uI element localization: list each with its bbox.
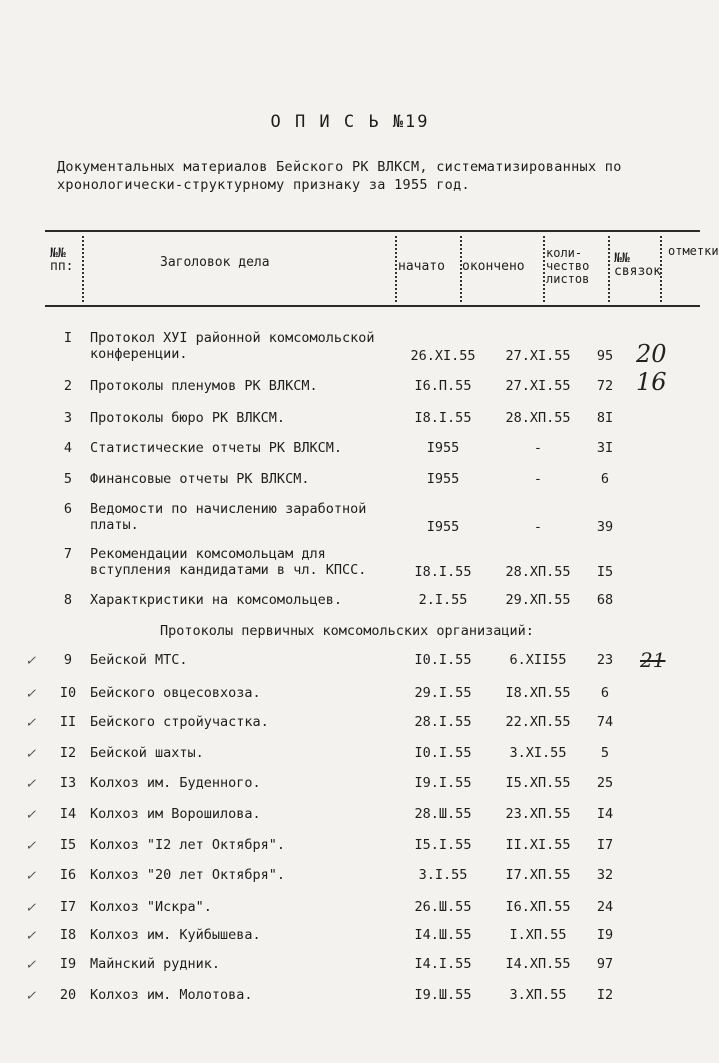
row-start-date: I4.Ш.55 bbox=[414, 927, 472, 943]
mark: ✓ bbox=[26, 684, 36, 702]
row-sheet-count: 25 bbox=[596, 775, 614, 791]
row-title: Бейской МТС. bbox=[90, 652, 188, 668]
row-title: Майнский рудник. bbox=[90, 956, 221, 972]
handwritten-note: 21 bbox=[640, 648, 666, 672]
row-start-date: I9.I.55 bbox=[414, 775, 472, 791]
row-end-date: 6.XII55 bbox=[509, 652, 567, 668]
row-number: 2 bbox=[63, 378, 73, 394]
row-number: I8 bbox=[59, 927, 77, 943]
row-sheet-count: 23 bbox=[596, 652, 614, 668]
row-end-date: - bbox=[533, 440, 543, 456]
row-title: Колхоз им. Буденного. bbox=[90, 775, 261, 791]
column-divider bbox=[543, 236, 545, 302]
row-title: Колхоз им. Куйбышева. bbox=[90, 927, 261, 943]
row-start-date: 28.I.55 bbox=[414, 714, 472, 730]
row-end-date: I4.XП.55 bbox=[505, 956, 571, 972]
col-header-start: начато bbox=[398, 259, 445, 274]
row-end-date: 3.XI.55 bbox=[509, 745, 567, 761]
row-end-date: 29.XП.55 bbox=[505, 592, 571, 608]
row-number: I2 bbox=[59, 745, 77, 761]
row-start-date: I9.Ш.55 bbox=[414, 987, 472, 1003]
mark: ✓ bbox=[26, 836, 36, 854]
row-number: 5 bbox=[63, 471, 73, 487]
row-end-date: I6.XП.55 bbox=[505, 899, 571, 915]
mark: ✓ bbox=[26, 955, 36, 973]
row-title: Бейского овцесовхоза. bbox=[90, 685, 261, 701]
row-sheet-count: 74 bbox=[596, 714, 614, 730]
row-start-date: I5.I.55 bbox=[414, 837, 472, 853]
mark: ✓ bbox=[26, 898, 36, 916]
row-title: Колхоз "I2 лет Октября". bbox=[90, 837, 286, 853]
row-sheet-count: I2 bbox=[596, 987, 614, 1003]
row-end-date: II.XI.55 bbox=[505, 837, 571, 853]
col-header-notes: отметки bbox=[668, 244, 719, 258]
row-title: Протокол XУI районной комсомольской конференции. bbox=[90, 330, 375, 362]
col-header-sheets: коли-чество листов bbox=[546, 246, 590, 286]
row-sheet-count: I9 bbox=[596, 927, 614, 943]
row-title: Колхоз им Ворошилова. bbox=[90, 806, 261, 822]
column-divider bbox=[395, 236, 397, 302]
row-sheet-count: 97 bbox=[596, 956, 614, 972]
row-start-date: 2.I.55 bbox=[418, 592, 468, 608]
mark: ✓ bbox=[26, 774, 36, 792]
row-sheet-count: 24 bbox=[596, 899, 614, 915]
mark: ✓ bbox=[26, 713, 36, 731]
column-divider bbox=[608, 236, 610, 302]
row-number: I bbox=[63, 330, 73, 346]
row-sheet-count: 5 bbox=[600, 745, 610, 761]
row-end-date: 28.XП.55 bbox=[505, 564, 571, 580]
row-title: Колхоз им. Молотова. bbox=[90, 987, 253, 1003]
section-heading: Протоколы первичных комсомольских организаций: bbox=[160, 623, 534, 639]
header-top-rule bbox=[45, 230, 700, 232]
row-number: 6 bbox=[63, 501, 73, 517]
row-number: 9 bbox=[63, 652, 73, 668]
row-end-date: 27.XI.55 bbox=[505, 348, 571, 364]
mark: ✓ bbox=[26, 744, 36, 762]
row-start-date: I8.I.55 bbox=[414, 410, 472, 426]
row-end-date: - bbox=[533, 519, 543, 535]
row-start-date: I955 bbox=[426, 440, 460, 456]
row-number: 8 bbox=[63, 592, 73, 608]
row-start-date: I0.I.55 bbox=[414, 745, 472, 761]
row-start-date: I955 bbox=[426, 471, 460, 487]
row-end-date: I.XП.55 bbox=[509, 927, 567, 943]
row-title: Протоколы пленумов РК ВЛКСМ. bbox=[90, 378, 318, 394]
row-sheet-count: I5 bbox=[596, 564, 614, 580]
row-title: Колхоз "Искра". bbox=[90, 899, 212, 915]
row-end-date: - bbox=[533, 471, 543, 487]
mark: ✓ bbox=[26, 986, 36, 1004]
row-end-date: 23.XП.55 bbox=[505, 806, 571, 822]
row-start-date: 26.Ш.55 bbox=[414, 899, 472, 915]
row-number: II bbox=[59, 714, 77, 730]
row-title: Рекомендации комсомольцам для вступления кандидатами в чл. КПСС. bbox=[90, 546, 367, 578]
row-start-date: I955 bbox=[426, 519, 460, 535]
row-title: Статистические отчеты РК ВЛКСМ. bbox=[90, 440, 342, 456]
row-start-date: I0.I.55 bbox=[414, 652, 472, 668]
row-number: I3 bbox=[59, 775, 77, 791]
row-number: I0 bbox=[59, 685, 77, 701]
row-end-date: 27.XI.55 bbox=[505, 378, 571, 394]
row-number: I9 bbox=[59, 956, 77, 972]
row-sheet-count: 39 bbox=[596, 519, 614, 535]
mark: ✓ bbox=[26, 805, 36, 823]
row-title: Ведомости по начислению заработной платы. bbox=[90, 501, 367, 533]
row-end-date: 3.XП.55 bbox=[509, 987, 567, 1003]
mark: ✓ bbox=[26, 866, 36, 884]
row-end-date: I7.XП.55 bbox=[505, 867, 571, 883]
row-sheet-count: 68 bbox=[596, 592, 614, 608]
mark: ✓ bbox=[26, 651, 36, 669]
row-sheet-count: 8I bbox=[596, 410, 614, 426]
row-number: 20 bbox=[59, 987, 77, 1003]
row-title: Колхоз "20 лет Октября". bbox=[90, 867, 286, 883]
row-number: I6 bbox=[59, 867, 77, 883]
row-start-date: 3.I.55 bbox=[418, 867, 468, 883]
row-end-date: 28.XП.55 bbox=[505, 410, 571, 426]
header-bottom-rule bbox=[45, 305, 700, 307]
row-start-date: I6.П.55 bbox=[414, 378, 472, 394]
row-start-date: 26.XI.55 bbox=[410, 348, 476, 364]
column-divider bbox=[82, 236, 84, 302]
row-title: Финансовые отчеты РК ВЛКСМ. bbox=[90, 471, 310, 487]
row-sheet-count: 32 bbox=[596, 867, 614, 883]
row-number: 4 bbox=[63, 440, 73, 456]
col-header-end: окончено bbox=[462, 259, 525, 274]
row-number: I4 bbox=[59, 806, 77, 822]
handwritten-note: 20 16 bbox=[636, 340, 667, 396]
row-sheet-count: 95 bbox=[596, 348, 614, 364]
row-start-date: 28.Ш.55 bbox=[414, 806, 472, 822]
row-sheet-count: 3I bbox=[596, 440, 614, 456]
row-sheet-count: I4 bbox=[596, 806, 614, 822]
row-number: 3 bbox=[63, 410, 73, 426]
row-end-date: I8.XП.55 bbox=[505, 685, 571, 701]
col-header-num: №№ пп: bbox=[50, 246, 74, 274]
row-sheet-count: 6 bbox=[600, 685, 610, 701]
col-header-title: Заголовок дела bbox=[160, 255, 270, 270]
row-number: I5 bbox=[59, 837, 77, 853]
row-end-date: 22.XП.55 bbox=[505, 714, 571, 730]
mark: ✓ bbox=[26, 926, 36, 944]
page-title: О П И С Ь №19 bbox=[270, 112, 430, 132]
row-title: Бейского стройучастка. bbox=[90, 714, 269, 730]
row-sheet-count: 6 bbox=[600, 471, 610, 487]
row-sheet-count: I7 bbox=[596, 837, 614, 853]
page-subtitle: Документальных материалов Бейского РК ВЛКСМ, систематизированных по хронологически-структурному признаку за 1955 год. bbox=[57, 159, 622, 193]
row-title: Характкристики на комсомольцев. bbox=[90, 592, 342, 608]
row-start-date: I4.I.55 bbox=[414, 956, 472, 972]
row-start-date: 29.I.55 bbox=[414, 685, 472, 701]
row-title: Протоколы бюро РК ВЛКСМ. bbox=[90, 410, 286, 426]
row-start-date: I8.I.55 bbox=[414, 564, 472, 580]
row-title: Бейской шахты. bbox=[90, 745, 204, 761]
col-header-bundles: №№ связок bbox=[614, 251, 661, 279]
row-sheet-count: 72 bbox=[596, 378, 614, 394]
row-number: I7 bbox=[59, 899, 77, 915]
row-end-date: I5.XП.55 bbox=[505, 775, 571, 791]
row-number: 7 bbox=[63, 546, 73, 562]
